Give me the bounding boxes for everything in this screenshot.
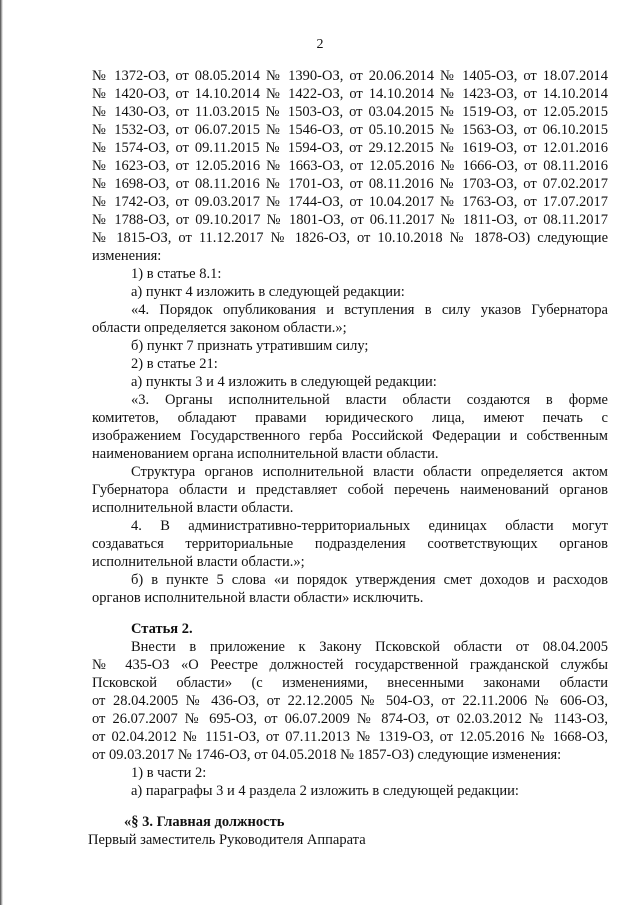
text-line: создаваться территориальные подразделения соответствующих органов	[92, 536, 608, 552]
text-line: исполнительной власти области.	[92, 500, 294, 516]
text-line: № 1815-ОЗ, от 11.12.2017 № 1826-ОЗ, от 10.10.2018 № 1878-ОЗ) следующие	[92, 230, 608, 246]
text-line: № 1430-ОЗ, от 11.03.2015 № 1503-ОЗ, от 03.04.2015 № 1519-ОЗ, от 12.05.2015	[92, 104, 608, 120]
text-line: области определяется законом области.»;	[92, 320, 347, 336]
text-line: комитетов, обладают правами юридического лица, имеют печать с	[92, 410, 608, 426]
text-line: исполнительной власти области.»;	[92, 554, 305, 570]
text-line: № 1742-ОЗ, от 09.03.2017 № 1744-ОЗ, от 10.04.2017 № 1763-ОЗ, от 17.07.2017	[92, 194, 608, 210]
page-number: 2	[316, 37, 324, 52]
text-line: «3. Органы исполнительной власти области создаются в форме	[131, 392, 608, 408]
text-line: № 1420-ОЗ, от 14.10.2014 № 1422-ОЗ, от 14.10.2014 № 1423-ОЗ, от 14.10.2014	[92, 86, 608, 102]
text-line: № 1372-ОЗ, от 08.05.2014 № 1390-ОЗ, от 20.06.2014 № 1405-ОЗ, от 18.07.2014	[92, 68, 608, 84]
text-line: Внести в приложение к Закону Псковской области от 08.04.2005	[131, 639, 608, 655]
text-line: № 435-ОЗ «О Реестре должностей государственной гражданской службы	[92, 657, 608, 673]
text-line: от 09.03.2017 № 1746-ОЗ, от 04.05.2018 № 1857-ОЗ) следующие изменения:	[92, 747, 562, 763]
article-heading: Статья 2.	[131, 621, 193, 637]
text-line: № 1788-ОЗ, от 09.10.2017 № 1801-ОЗ, от 06.11.2017 № 1811-ОЗ, от 08.11.2017	[92, 212, 608, 228]
text-line: а) пункт 4 изложить в следующей редакции:	[131, 284, 405, 300]
text-line: 2) в статье 21:	[131, 356, 218, 372]
section-heading: «§ 3. Главная должность	[124, 814, 285, 830]
text-line: 1) в части 2:	[131, 765, 207, 781]
text-line: наименованием органа исполнительной власти области.	[92, 446, 439, 462]
text-line: изменения:	[92, 248, 162, 264]
text-line: б) пункт 7 признать утратившим силу;	[131, 338, 369, 354]
text-line: Губернатора области и представляет собой перечень наименований органов	[92, 482, 608, 498]
text-line: а) пункты 3 и 4 изложить в следующей редакции:	[131, 374, 437, 390]
text-line: от 28.04.2005 № 436-ОЗ, от 22.12.2005 № 504-ОЗ, от 22.11.2006 № 606-ОЗ,	[92, 693, 608, 709]
text-line: б) в пункте 5 слова «и порядок утверждения смет доходов и расходов	[131, 572, 608, 588]
text-line: Псковской области» (с изменениями, внесенными законами области	[92, 675, 608, 691]
text-line: 1) в статье 8.1:	[131, 266, 222, 282]
text-line: изображением Государственного герба Российской Федерации и собственным	[92, 428, 608, 444]
text-line: а) параграфы 3 и 4 раздела 2 изложить в следующей редакции:	[131, 783, 519, 799]
text-line: № 1698-ОЗ, от 08.11.2016 № 1701-ОЗ, от 08.11.2016 № 1703-ОЗ, от 07.02.2017	[92, 176, 608, 192]
text-line: № 1532-ОЗ, от 06.07.2015 № 1546-ОЗ, от 05.10.2015 № 1563-ОЗ, от 06.10.2015	[92, 122, 608, 138]
text-line: № 1623-ОЗ, от 12.05.2016 № 1663-ОЗ, от 12.05.2016 № 1666-ОЗ, от 08.11.2016	[92, 158, 608, 174]
text-line: от 26.07.2007 № 695-ОЗ, от 06.07.2009 № 874-ОЗ, от 02.03.2012 № 1143-ОЗ,	[92, 711, 608, 727]
text-line: Первый заместитель Руководителя Аппарата	[88, 832, 366, 848]
text-line: «4. Порядок опубликования и вступления в силу указов Губернатора	[131, 302, 608, 318]
text-line: Структура органов исполнительной власти области определяется актом	[131, 464, 608, 480]
text-line: от 02.04.2012 № 1151-ОЗ, от 07.11.2013 № 1319-ОЗ, от 12.05.2016 № 1668-ОЗ,	[92, 729, 608, 745]
text-line: 4. В административно-территориальных единицах области могут	[131, 518, 608, 534]
text-line: № 1574-ОЗ, от 09.11.2015 № 1594-ОЗ, от 29.12.2015 № 1619-ОЗ, от 12.01.2016	[92, 140, 608, 156]
text-line: органов исполнительной власти области» исключить.	[92, 590, 424, 606]
scan-edge	[0, 0, 3, 905]
